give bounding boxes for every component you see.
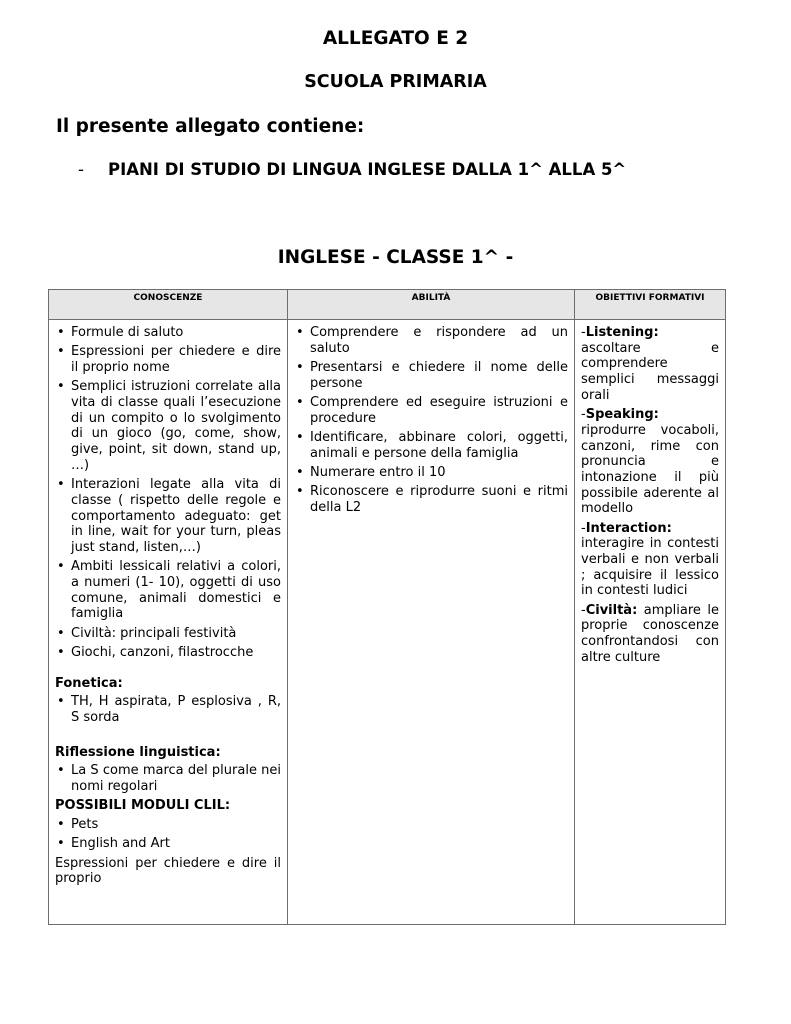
list-item-text: PIANI DI STUDIO DI LINGUA INGLESE DALLA 1^ ALLA 5^ [108,160,627,179]
list-item: • Semplici istruzioni correlate alla vita di classe quali l’esecuzione di un compito o lo svolgimento di un gioco (go, come, show, give, point, sit down, stand up, …) [71,379,281,473]
objective-text: ascoltare e comprendere semplici messaggi orali [581,340,719,403]
intro-text: Il presente allegato contiene: [56,116,365,137]
objective-text: interagire in contesti verbali e non verbali ; acquisire il lessico in contesti ludici [581,536,719,599]
curriculum-table [48,289,726,925]
objective-label: Civiltà: [585,602,638,618]
list-item: • Civiltà: principali festività [71,626,281,642]
list-item: • Espressioni per chiedere e dire il proprio nome [71,344,281,375]
header-obiettivi: OBIETTIVI FORMATIVI [575,290,726,320]
list-item: • Numerare entro il 10 [310,465,568,481]
contents-list-item [78,160,626,179]
fonetica-list [55,694,281,725]
objective-dash: - [581,407,586,423]
objective-label: Interaction: [585,520,672,536]
document-subtitle: SCUOLA PRIMARIA [304,72,487,92]
riflessione-list [55,763,281,794]
objective-speaking [581,407,719,517]
objective-dash: - [581,602,586,618]
objective-text: ampliare le proprie conoscenze confrontandosi con altre culture [581,602,719,665]
table-header-row [49,290,726,320]
list-item: • Comprendere e rispondere ad un saluto [310,325,568,356]
objective-text: riprodurre vocaboli, canzoni, rime con pronuncia e intonazione il più possibile aderente al modello [581,422,719,517]
header-conoscenze: CONOSCENZE [49,290,288,320]
list-item: • Identificare, abbinare colori, oggetti, animali e persone della famiglia [310,430,568,461]
objective-listening [581,325,719,404]
document-title: ALLEGATO E 2 [322,28,469,49]
list-item: • Formule di saluto [71,325,281,341]
list-item: • Comprendere ed eseguire istruzioni e procedure [310,395,568,426]
objective-dash: - [581,520,586,536]
list-item: • Presentarsi e chiedere il nome delle persone [310,360,568,391]
objective-interaction [581,521,719,600]
riflessione-heading: Riflessione linguistica: [55,744,221,760]
list-item: • La S come marca del plurale nei nomi regolari [71,763,281,794]
fonetica-heading: Fonetica: [55,675,123,691]
abilita-cell [288,320,575,925]
list-item: • English and Art [71,836,281,852]
objective-label: Speaking: [585,407,659,423]
closing-text: Espressioni per chiedere e dire il proprio [55,855,281,887]
list-item: • Ambiti lessicali relativi a colori, a numeri (1- 10), oggetti di uso comune, animali domestici e famiglia [71,559,281,622]
list-item: • Riconoscere e riprodurre suoni e ritmi della L2 [310,484,568,515]
list-dash: - [78,160,84,179]
list-item: • Giochi, canzoni, filastrocche [71,645,281,661]
abilita-list [294,325,568,516]
objective-dash: - [581,325,586,340]
obiettivi-cell [575,320,726,925]
objective-label: Listening: [585,325,659,340]
header-abilita: ABILITÀ [288,290,575,320]
conoscenze-cell [49,320,288,925]
list-item: • Pets [71,817,281,833]
objective-civilta [581,603,719,666]
clil-heading: POSSIBILI MODULI CLIL: [55,798,231,814]
clil-list [55,817,281,852]
section-title: INGLESE - CLASSE 1^ - [277,247,514,268]
table-body-row [49,320,726,925]
list-item: • Interazioni legate alla vita di classe ( rispetto delle regole e comportamento adeguato: get in line, wait for your turn, pleas just stand, listen,…) [71,477,281,556]
list-item: • TH, H aspirata, P esplosiva , R, S sorda [71,694,281,725]
conoscenze-list [55,325,281,661]
